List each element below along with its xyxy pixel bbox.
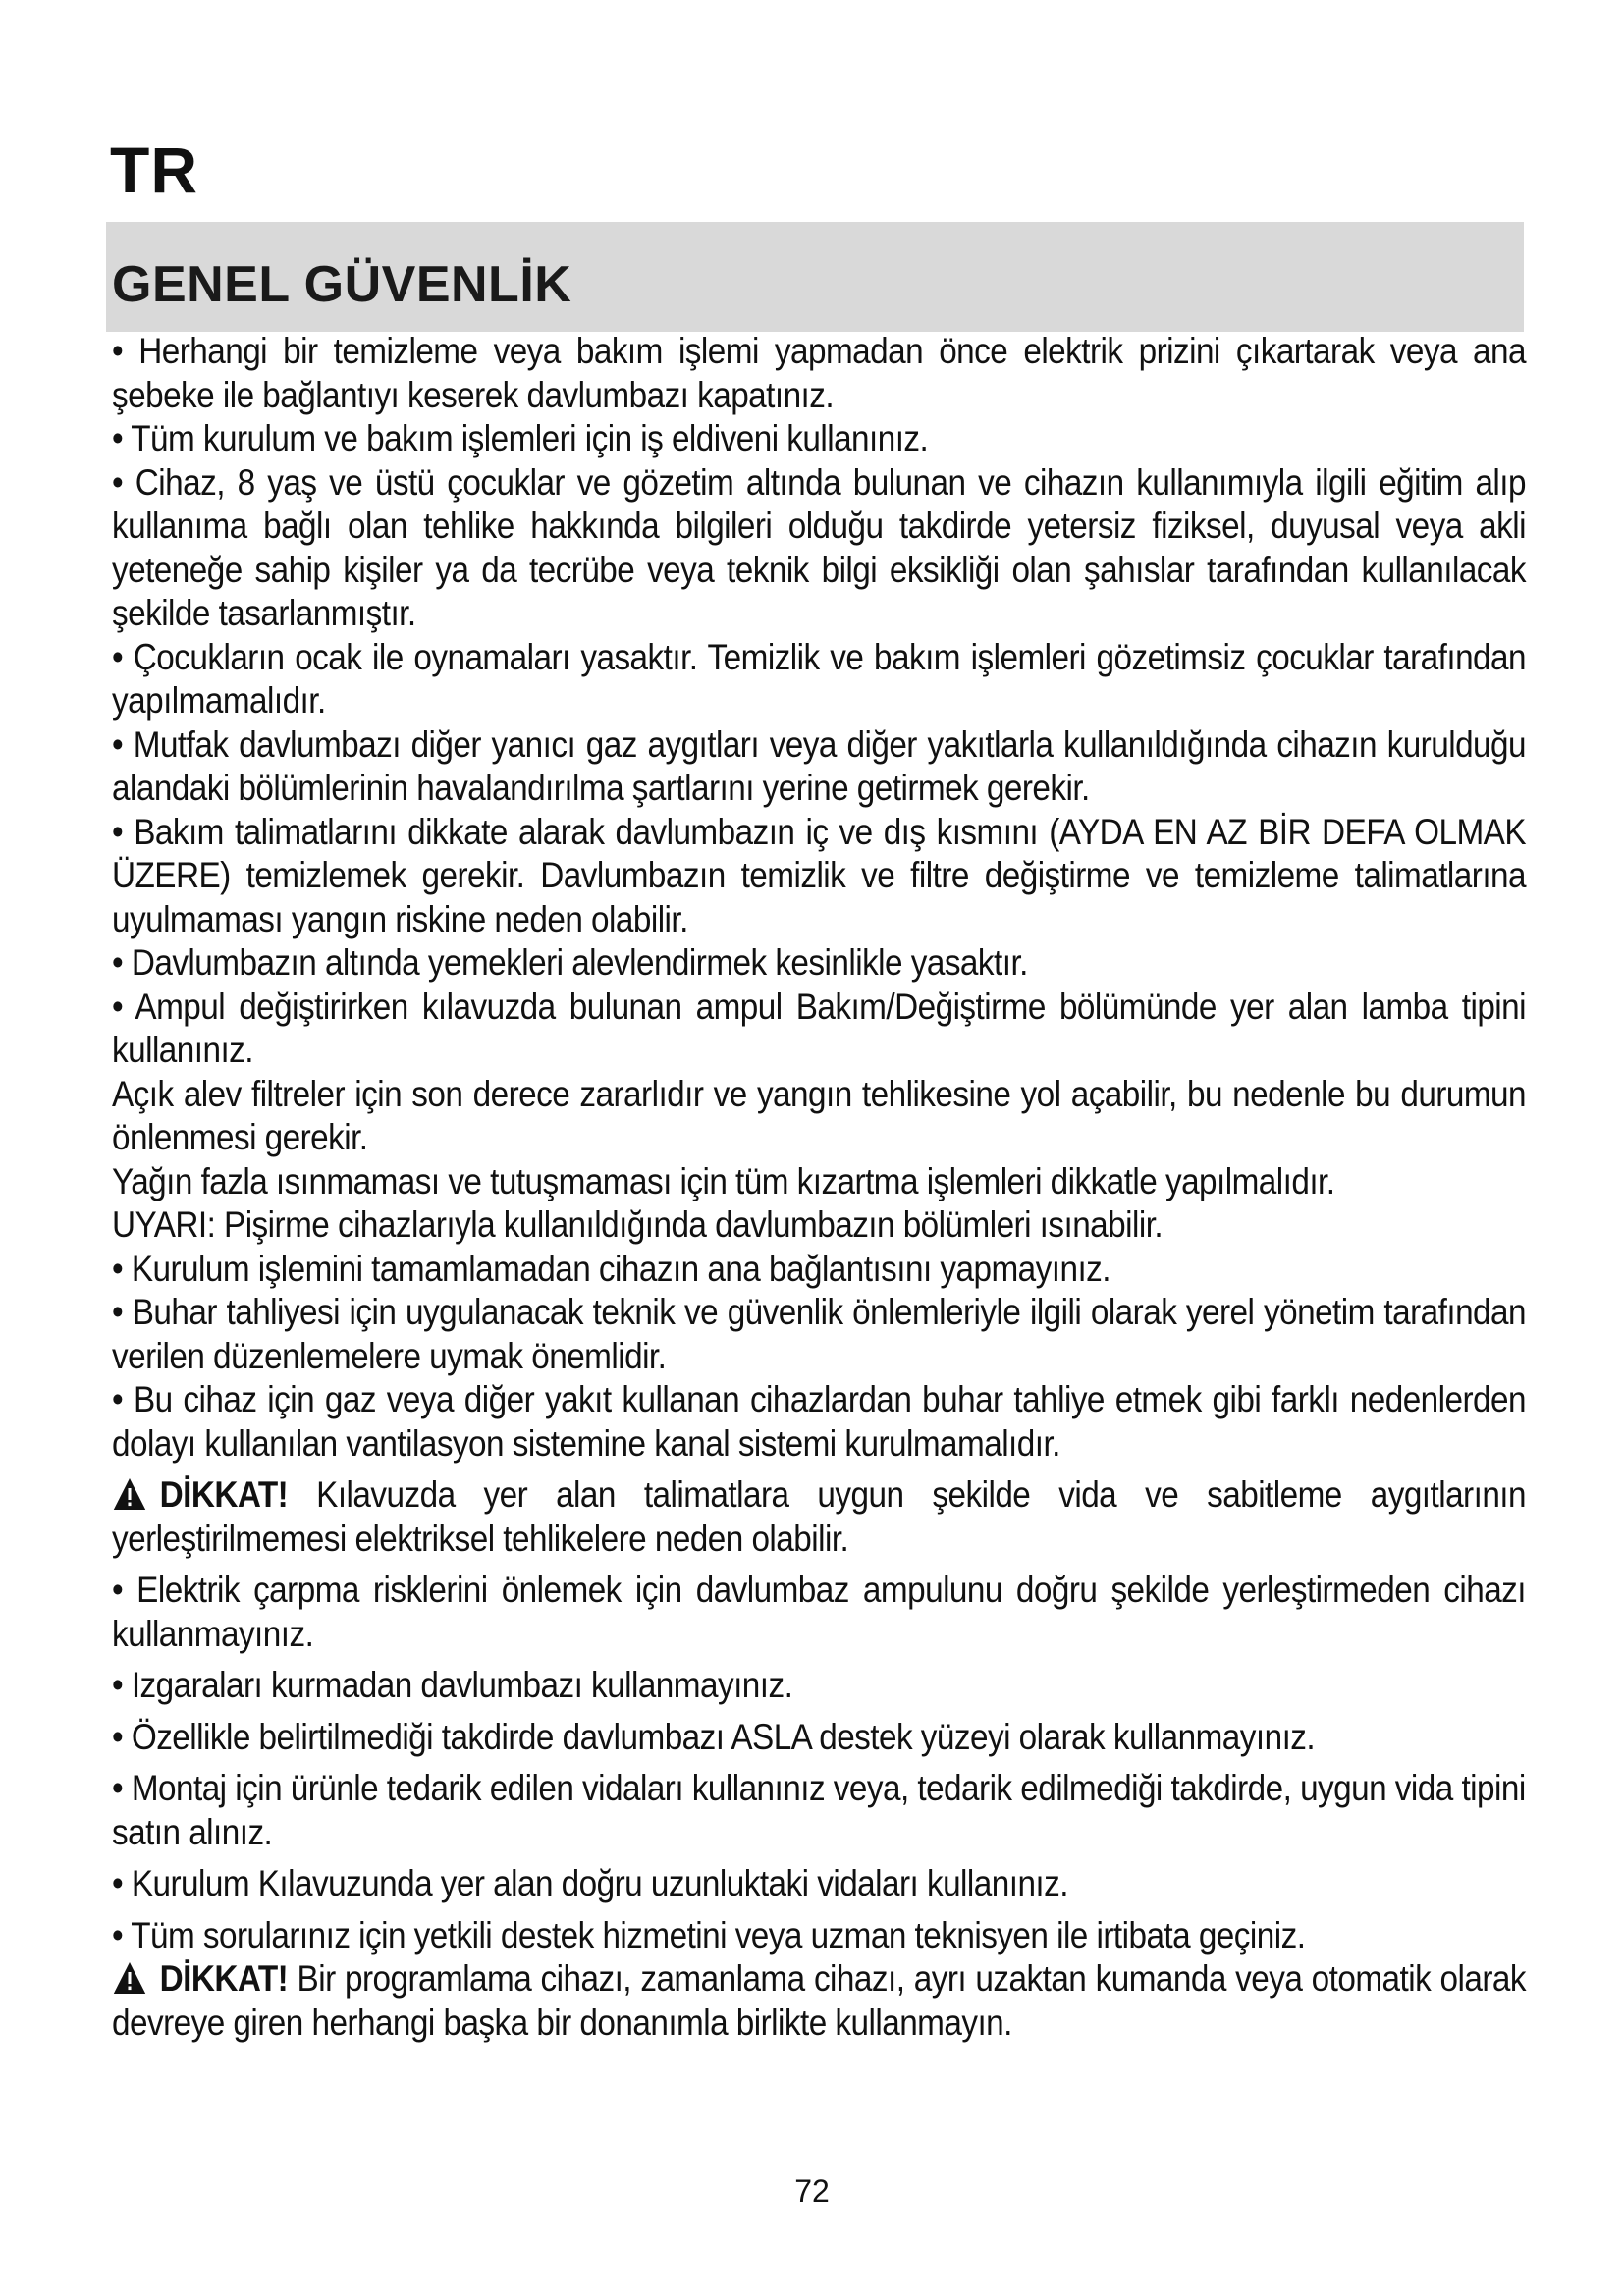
paragraph-support-surface: • Özellikle belirtilmediği takdirde davlumbazı ASLA destek yüzeyi olarak kullanmayınız. [112,1716,1316,1757]
paragraph-connection: • Kurulum işlemini tamamlamadan cihazın ana bağlantısını yapmayınız. [112,1248,1110,1289]
safety-content [112,330,1526,2045]
warning-label: DİKKAT! [159,1474,289,1515]
warning-text: Bir programlama cihazı, zamanlama cihazı, ayrı uzaktan kumanda veya otomatik olarak devreye giren herhangi başka bir donanımla birlikte kullanmayın. [112,1958,1526,2043]
warning-text: Kılavuzda yer alan talimatlara uygun şekilde vida ve sabitleme aygıtlarının yerleştirilmemesi elektriksel tehlikelere neden olabilir. [112,1474,1526,1559]
warning-triangle-icon [112,1476,147,1512]
paragraph-ventilation: • Mutfak davlumbazı diğer yanıcı gaz aygıtları veya diğer yakıtlarla kullanıldığında cihazın kurulduğu alandaki bölümlerinin havalandırılma şartlarını yerine getirmek gerekir. [112,723,1526,808]
warning-triangle-icon [112,1960,147,1996]
paragraph-gloves: • Tüm kurulum ve bakım işlemleri için iş eldiveni kullanınız. [112,418,929,458]
section-title: GENEL GÜVENLİK [112,256,572,313]
paragraph-regulations: • Buhar tahliyesi için uygulanacak teknik ve güvenlik önlemleriyle ilgili olarak yerel yönetim tarafından verilen düzenlemelere uymak önemlidir. [112,1292,1526,1376]
warning-programmer [112,1957,1526,2045]
paragraph-lamp-fitting: • Elektrik çarpma risklerini önlemek için davlumbaz ampulunu doğru şekilde yerleştirmeden cihazı kullanmayınız. [112,1570,1526,1654]
paragraph-support-service: • Tüm sorularınız için yetkili destek hizmetini veya uzman teknisyen ile irtibata geçiniz. [112,1914,1306,1955]
paragraph-children-play: • Çocukların ocak ile oynamaları yasaktır. Temizlik ve bakım işlemleri gözetimsiz çocuklar tarafından yapılmamalıdır. [112,636,1526,721]
page-number: 72 [794,2173,830,2209]
warning-label: DİKKAT! [159,1958,289,1999]
paragraph-power-disconnect: • Herhangi bir temizleme veya bakım işlemi yapmadan önce elektrik prizini çıkartarak veya ana şebeke ile bağlantıyı keserek davlumbazı kapatınız. [112,331,1526,415]
paragraph-children-use: • Cihaz, 8 yaş ve üstü çocuklar ve gözetim altında bulunan ve cihazın kullanımıyla ilgili eğitim alıp kullanıma bağlı olan tehlike hakkında bilgileri olduğu takdirde yetersiz fiziksel, duyusal veya akli yeteneğe sahip kişiler ya da tecrübe veya teknik bilgi eksikliği olan şahıslar tarafından kullanılacak şekilde tasarlanmıştır. [112,461,1526,633]
paragraph-mounting-screws: • Montaj için ürünle tedarik edilen vidaları kullanınız veya, tedarik edilmediği takdirde, uygun vida tipini satın alınız. [112,1768,1526,1852]
paragraph-frying: Yağın fazla ısınmaması ve tutuşmaması için tüm kızartma işlemleri dikkatle yapılmalıdır. [112,1160,1335,1201]
warning-screws [112,1473,1526,1561]
paragraph-hot-parts: UYARI: Pişirme cihazlarıyla kullanıldığında davlumbazın bölümleri ısınabilir. [112,1204,1164,1245]
language-code: TR [110,133,198,206]
paragraph-cleaning: • Bakım talimatlarını dikkate alarak davlumbazın iç ve dış kısmını (AYDA EN AZ BİR DEFA OLMAK ÜZERE) temizlemek gerekir. Davlumbazın temizlik ve filtre değiştirme ve temizleme talimatlarına uyulmaması yangın riskine neden olabilir. [112,811,1526,939]
paragraph-duct-system: • Bu cihaz için gaz veya diğer yakıt kullanan cihazlardan buhar tahliye etmek gibi farklı nedenlerden dolayı kullanılan vantilasyon sistemine kanal sistemi kurulmamalıdır. [112,1379,1526,1464]
paragraph-grills: • Izgaraları kurmadan davlumbazı kullanmayınız. [112,1665,793,1705]
paragraph-flambe: • Davlumbazın altında yemekleri alevlendirmek kesinlikle yasaktır. [112,942,1028,983]
paragraph-open-flame: Açık alev filtreler için son derece zararlıdır ve yangın tehlikesine yol açabilir, bu nedenle bu durumun önlenmesi gerekir. [112,1073,1526,1157]
paragraph-lamp-type: • Ampul değiştirirken kılavuzda bulunan ampul Bakım/Değiştirme bölümünde yer alan lamba tipini kullanınız. [112,986,1526,1070]
paragraph-screw-length: • Kurulum Kılavuzunda yer alan doğru uzunluktaki vidaları kullanınız. [112,1863,1068,1903]
